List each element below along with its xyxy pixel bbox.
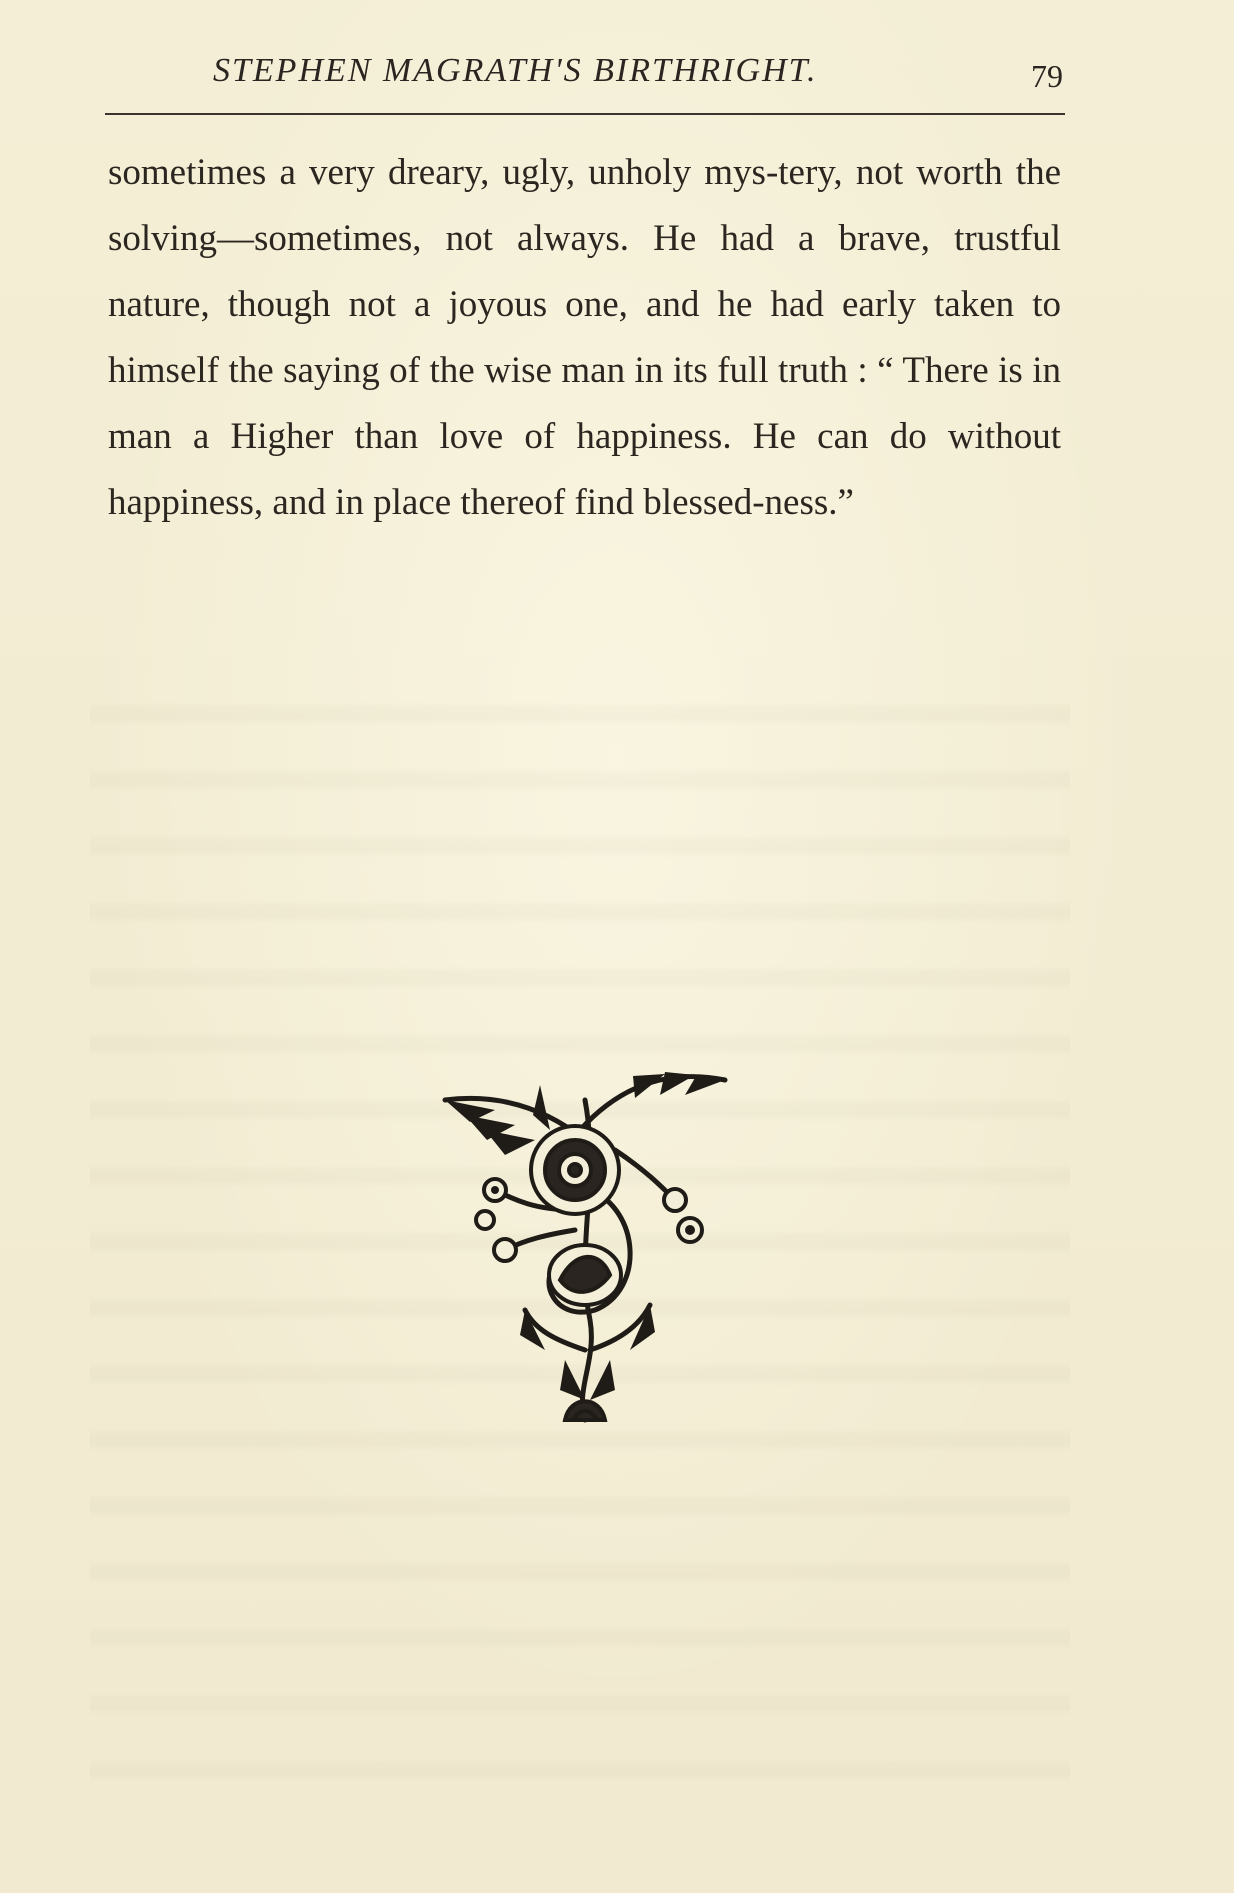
page-number: 79: [1031, 58, 1063, 94]
body-paragraph: sometimes a very dreary, ugly, unholy mys-tery, not worth the solving—sometimes, not always. He had a brave, trustful nature, though not a joyous one, and he had early taken to himself the saying of the wise man in its full truth : “ There is in man a Higher than love of happiness. He can do without happiness, and in place thereof find blessed-ness.”: [108, 152, 1061, 523]
floral-tailpiece-icon: [425, 1060, 755, 1440]
running-head-title: STEPHEN MAGRATH'S BIRTHRIGHT.: [213, 52, 818, 89]
running-head: [105, 52, 1065, 102]
header-rule: [105, 113, 1065, 115]
